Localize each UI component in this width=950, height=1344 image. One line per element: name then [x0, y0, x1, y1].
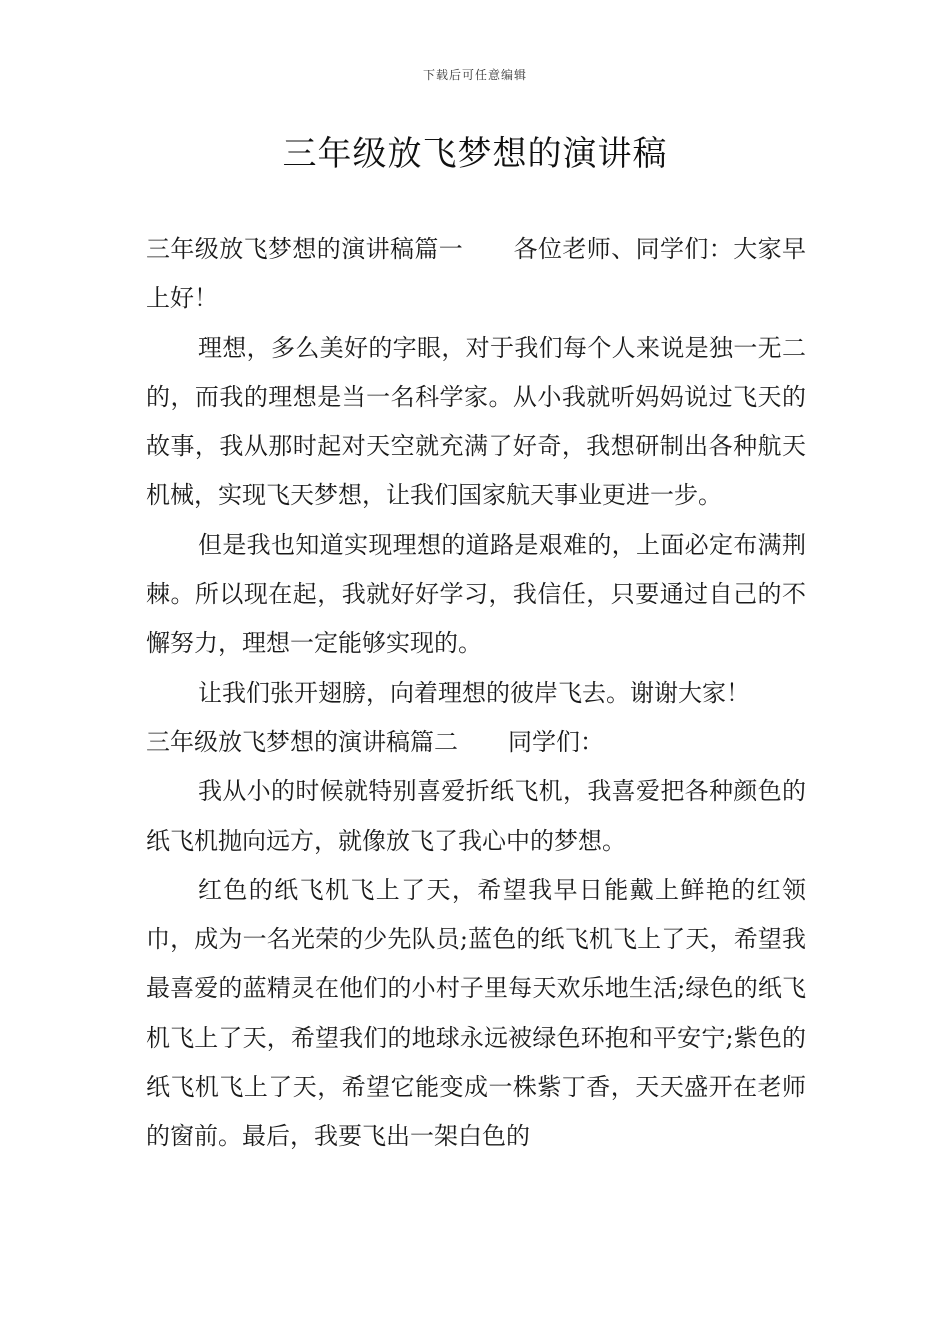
document-body [146, 225, 806, 1162]
section-heading: 三年级放飞梦想的演讲稿篇二 [146, 727, 458, 756]
page-title: 三年级放飞梦想的演讲稿 [282, 134, 668, 174]
section-greeting: 各位老师、同学们：大家早上好！ [146, 235, 807, 313]
section-heading-line [146, 225, 806, 324]
paragraph: 但是我也知道实现理想的道路是艰难的，上面必定布满荆棘。所以现在起，我就好好学习，我信任，只要通过自己的不懈努力，理想一定能够实现的。 [146, 530, 806, 658]
paragraph: 理想，多么美好的字眼，对于我们每个人来说是独一无二的，而我的理想是当一名科学家。从小我就听妈妈说过飞天的故事，我从那时起对天空就充满了好奇，我想研制出各种航天机械，实现飞天梦想，让我们国家航天事业更进一步。 [146, 333, 806, 510]
section-heading: 三年级放飞梦想的演讲稿篇一 [146, 235, 464, 263]
paragraph: 红色的纸飞机飞上了天，希望我早日能戴上鲜艳的红领巾，成为一名光荣的少先队员;蓝色的纸飞机飞上了天，希望我最喜爱的蓝精灵在他们的小村子里每天欢乐地生活;绿色的纸飞机飞上了天，希望我们的地球永远被绿色环抱和平安宁;紫色的纸飞机飞上了天，希望它能变成一株紫丁香，天天盛开在老师的窗前。最后，我要飞出一架白色的 [146, 875, 806, 1151]
header-note: 下载后可任意编辑 [422, 68, 527, 82]
section-heading-line [146, 718, 806, 767]
section-greeting: 同学们： [508, 727, 604, 756]
paragraph: 让我们张开翅膀，向着理想的彼岸飞去。谢谢大家！ [198, 678, 750, 707]
paragraph: 我从小的时候就特别喜爱折纸飞机，我喜爱把各种颜色的纸飞机抛向远方，就像放飞了我心中的梦想。 [146, 777, 806, 855]
